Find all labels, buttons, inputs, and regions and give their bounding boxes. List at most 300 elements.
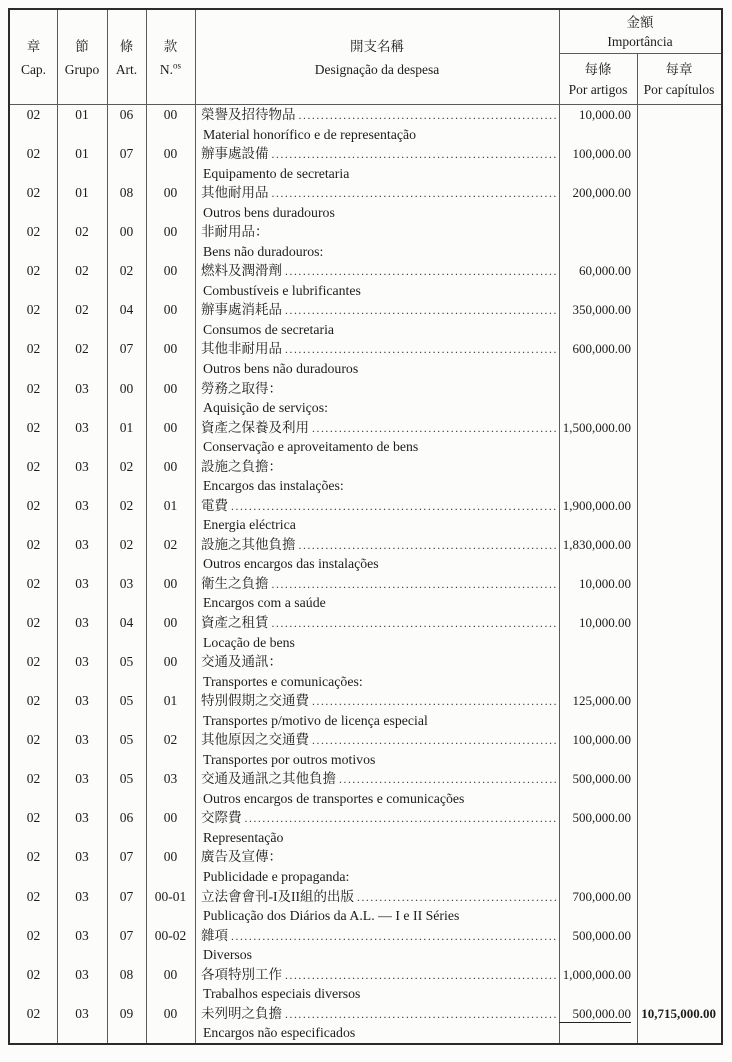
header-group-zh: 節 xyxy=(75,38,89,54)
chapter-cell xyxy=(10,613,57,652)
number-value: 00 xyxy=(163,575,178,591)
amount-per-article-value: 700,000.00 xyxy=(572,888,631,904)
article-cell xyxy=(107,730,146,769)
dot-leader xyxy=(231,496,556,518)
amount-per-article-cell xyxy=(559,222,637,261)
group-value: 02 xyxy=(75,302,89,318)
table-row xyxy=(10,847,721,886)
number-cell xyxy=(146,769,195,808)
group-value: 02 xyxy=(75,341,89,357)
amount-per-article-cell xyxy=(559,144,637,183)
group-value: 01 xyxy=(75,185,89,201)
table-row xyxy=(10,144,721,183)
table-row xyxy=(10,808,721,847)
designation-zh-line xyxy=(201,496,556,516)
amount-per-chapter-cell xyxy=(637,339,721,378)
group-value: 03 xyxy=(75,888,89,904)
article-cell xyxy=(107,183,146,222)
group-value: 03 xyxy=(75,654,89,670)
designation-cell xyxy=(195,183,559,222)
group-value: 03 xyxy=(75,458,89,474)
group-cell xyxy=(57,808,107,847)
number-cell xyxy=(146,730,195,769)
chapter-cell xyxy=(10,418,57,457)
chapter-value: 02 xyxy=(26,107,41,122)
designation-pt: Energia eléctrica xyxy=(203,517,296,533)
table-row xyxy=(10,965,721,1004)
amount-per-chapter-cell xyxy=(637,183,721,222)
group-value: 01 xyxy=(75,107,89,122)
amount-per-article-value: 1,500,000.00 xyxy=(562,419,631,435)
header-per-chapter-zh: 每章 xyxy=(665,61,693,77)
article-cell xyxy=(107,847,146,886)
dot-leader xyxy=(299,105,557,127)
table-row xyxy=(10,613,721,652)
amount-per-article-value: 500,000.00 xyxy=(559,1004,631,1024)
designation-zh-line xyxy=(201,144,556,164)
number-value: 00 xyxy=(163,224,178,240)
header-group-pt: Grupo xyxy=(64,61,100,77)
chapter-value: 02 xyxy=(26,654,41,670)
number-cell xyxy=(146,222,195,261)
number-value: 00-02 xyxy=(154,927,187,943)
header-per-article xyxy=(559,54,637,105)
article-value: 07 xyxy=(119,888,134,904)
chapter-value: 02 xyxy=(26,927,41,943)
amount-per-article-value: 100,000.00 xyxy=(572,146,631,162)
chapter-cell xyxy=(10,965,57,1004)
dot-leader xyxy=(285,965,556,987)
designation-zh-line xyxy=(201,339,556,359)
amount-per-chapter-cell xyxy=(637,926,721,965)
group-cell xyxy=(57,847,107,886)
number-value: 00 xyxy=(163,146,178,162)
dot-leader xyxy=(231,926,556,948)
number-cell xyxy=(146,496,195,535)
table-body xyxy=(10,105,721,1043)
designation-zh: 衛生之負擔 xyxy=(201,575,269,591)
dot-leader xyxy=(285,339,556,361)
group-cell xyxy=(57,144,107,183)
amount-per-chapter-cell xyxy=(637,808,721,847)
designation-zh-line xyxy=(201,183,556,203)
group-value: 03 xyxy=(75,810,89,826)
header-chapter-zh: 章 xyxy=(26,38,41,54)
amount-per-chapter-cell xyxy=(637,965,721,1004)
amount-per-article-cell xyxy=(559,496,637,535)
chapter-cell xyxy=(10,496,57,535)
amount-per-chapter-cell xyxy=(637,418,721,457)
designation-cell xyxy=(195,418,559,457)
header-per-chapter xyxy=(637,54,721,105)
chapter-cell xyxy=(10,808,57,847)
group-cell xyxy=(57,183,107,222)
designation-cell xyxy=(195,535,559,574)
designation-cell xyxy=(195,887,559,926)
designation-zh: 辦事處消耗品 xyxy=(201,302,282,318)
group-value: 01 xyxy=(75,146,89,162)
number-cell xyxy=(146,418,195,457)
designation-zh-line xyxy=(201,574,556,594)
designation-zh-line xyxy=(201,457,556,477)
group-cell xyxy=(57,300,107,339)
designation-zh: 各項特別工作 xyxy=(201,966,282,982)
article-value: 01 xyxy=(119,419,134,435)
designation-zh-line xyxy=(201,418,556,438)
dot-leader xyxy=(312,418,556,440)
article-cell xyxy=(107,222,146,261)
article-cell xyxy=(107,457,146,496)
article-cell xyxy=(107,105,146,144)
designation-cell xyxy=(195,261,559,300)
designation-cell xyxy=(195,105,559,144)
designation-zh: 未列明之負擔 xyxy=(201,1005,282,1021)
chapter-value: 02 xyxy=(26,536,41,552)
dot-leader xyxy=(357,887,556,909)
article-cell xyxy=(107,496,146,535)
chapter-cell xyxy=(10,887,57,926)
group-value: 03 xyxy=(75,732,89,748)
chapter-cell xyxy=(10,457,57,496)
designation-zh-line xyxy=(201,300,556,320)
number-value: 00 xyxy=(163,263,178,279)
designation-zh: 設施之負擔： xyxy=(201,458,282,474)
header-article-zh: 條 xyxy=(119,38,134,54)
table-row xyxy=(10,574,721,613)
group-cell xyxy=(57,339,107,378)
designation-pt: Publicidade e propaganda: xyxy=(203,868,350,884)
number-value: 00-01 xyxy=(154,888,187,904)
article-value: 04 xyxy=(119,302,134,318)
number-cell xyxy=(146,339,195,378)
number-value: 00 xyxy=(163,654,178,670)
chapter-cell xyxy=(10,652,57,691)
amount-per-article-value: 10,000.00 xyxy=(579,107,631,122)
amount-per-article-cell xyxy=(559,300,637,339)
header-article xyxy=(107,10,146,105)
group-cell xyxy=(57,613,107,652)
amount-per-chapter-cell xyxy=(637,261,721,300)
amount-per-article-cell xyxy=(559,691,637,730)
article-cell xyxy=(107,574,146,613)
amount-per-article-cell xyxy=(559,613,637,652)
number-value: 01 xyxy=(163,497,178,513)
article-value: 03 xyxy=(119,575,134,591)
chapter-value: 02 xyxy=(26,615,41,631)
amount-per-chapter-cell xyxy=(637,300,721,339)
designation-zh-line xyxy=(201,926,556,946)
designation-zh: 榮譽及招待物品 xyxy=(201,107,296,122)
number-cell xyxy=(146,652,195,691)
header-article-pt: Art. xyxy=(115,61,138,77)
group-cell xyxy=(57,965,107,1004)
amount-per-chapter-cell xyxy=(637,613,721,652)
chapter-cell xyxy=(10,339,57,378)
article-value: 08 xyxy=(119,966,134,982)
amount-per-article-value: 500,000.00 xyxy=(572,810,631,826)
group-value: 03 xyxy=(75,575,89,591)
designation-zh: 非耐用品： xyxy=(201,224,269,240)
table-header xyxy=(10,10,721,105)
number-value: 00 xyxy=(163,1005,178,1021)
table-row xyxy=(10,105,721,144)
number-value: 00 xyxy=(163,419,178,435)
designation-cell xyxy=(195,730,559,769)
amount-per-article-cell xyxy=(559,574,637,613)
amount-per-article-value: 1,900,000.00 xyxy=(562,497,631,513)
table-row xyxy=(10,457,721,496)
chapter-cell xyxy=(10,144,57,183)
chapter-value: 02 xyxy=(26,302,41,318)
group-value: 03 xyxy=(75,966,89,982)
group-cell xyxy=(57,535,107,574)
chapter-value: 02 xyxy=(26,1005,41,1021)
chapter-cell xyxy=(10,730,57,769)
group-cell xyxy=(57,222,107,261)
designation-zh-line xyxy=(201,535,556,555)
article-cell xyxy=(107,613,146,652)
number-cell xyxy=(146,1004,195,1043)
group-cell xyxy=(57,457,107,496)
group-value: 03 xyxy=(75,536,89,552)
article-value: 07 xyxy=(119,146,134,162)
table-row xyxy=(10,926,721,965)
table-row xyxy=(10,652,721,691)
designation-pt: Outros bens duradouros xyxy=(203,204,335,220)
amount-per-article-cell xyxy=(559,652,637,691)
chapter-value: 02 xyxy=(26,224,41,240)
amount-per-article-value: 200,000.00 xyxy=(572,185,631,201)
group-cell xyxy=(57,652,107,691)
chapter-cell xyxy=(10,379,57,418)
designation-zh: 廣告及宣傳： xyxy=(201,849,282,865)
amount-per-article-value: 125,000.00 xyxy=(572,693,631,709)
number-cell xyxy=(146,926,195,965)
designation-pt: Consumos de secretaria xyxy=(203,321,335,337)
amount-per-chapter-cell xyxy=(637,222,721,261)
designation-pt: Combustíveis e lubrificantes xyxy=(203,282,361,298)
article-cell xyxy=(107,808,146,847)
article-cell xyxy=(107,379,146,418)
amount-per-article-value xyxy=(559,222,631,242)
designation-zh-line xyxy=(201,887,556,907)
designation-zh: 特別假期之交通費 xyxy=(201,693,309,709)
amount-per-article-cell xyxy=(559,1004,637,1043)
amount-per-article-cell xyxy=(559,926,637,965)
amount-per-chapter-cell xyxy=(637,1004,721,1043)
article-cell xyxy=(107,144,146,183)
number-value: 00 xyxy=(163,380,178,396)
chapter-value: 02 xyxy=(26,263,41,279)
chapter-cell xyxy=(10,261,57,300)
number-value: 00 xyxy=(163,185,178,201)
number-cell xyxy=(146,379,195,418)
designation-pt: Conservação e aproveitamento de bens xyxy=(203,439,419,455)
designation-zh: 其他非耐用品 xyxy=(201,341,282,357)
number-cell xyxy=(146,887,195,926)
table-row xyxy=(10,887,721,926)
article-cell xyxy=(107,926,146,965)
designation-cell xyxy=(195,808,559,847)
article-value: 02 xyxy=(119,497,134,513)
amount-per-article-cell xyxy=(559,847,637,886)
amount-per-chapter-cell xyxy=(637,652,721,691)
dot-leader xyxy=(312,730,556,752)
amount-per-chapter-cell xyxy=(637,105,721,144)
designation-zh-line xyxy=(201,965,556,985)
table-row xyxy=(10,418,721,457)
amount-per-chapter-cell xyxy=(637,691,721,730)
designation-zh-line xyxy=(201,652,556,672)
article-cell xyxy=(107,769,146,808)
designation-zh-line xyxy=(201,847,556,867)
table-row xyxy=(10,730,721,769)
chapter-value: 02 xyxy=(26,771,41,787)
amount-per-chapter-value: 10,715,000.00 xyxy=(641,1005,716,1021)
group-cell xyxy=(57,261,107,300)
amount-per-chapter-cell xyxy=(637,730,721,769)
article-value: 00 xyxy=(119,224,134,240)
number-cell xyxy=(146,105,195,144)
article-value: 05 xyxy=(119,654,134,670)
chapter-value: 02 xyxy=(26,575,41,591)
amount-per-article-cell xyxy=(559,183,637,222)
table-row xyxy=(10,300,721,339)
dot-leader xyxy=(272,613,557,635)
designation-zh: 交通及通訊： xyxy=(201,654,282,670)
header-chapter-pt: Cap. xyxy=(20,61,47,77)
designation-zh: 雜項 xyxy=(201,927,228,943)
amount-per-chapter-cell xyxy=(637,535,721,574)
header-amount xyxy=(559,10,721,54)
amount-per-chapter-cell xyxy=(637,144,721,183)
amount-per-chapter-cell xyxy=(637,847,721,886)
table-row xyxy=(10,496,721,535)
chapter-value: 02 xyxy=(26,380,41,396)
group-cell xyxy=(57,496,107,535)
amount-per-article-value: 10,000.00 xyxy=(579,575,631,591)
chapter-cell xyxy=(10,926,57,965)
group-value: 02 xyxy=(75,263,89,279)
dot-leader xyxy=(272,574,557,596)
dot-leader xyxy=(339,769,556,791)
chapter-value: 02 xyxy=(26,185,41,201)
designation-cell xyxy=(195,1004,559,1043)
designation-cell xyxy=(195,339,559,378)
designation-zh-line xyxy=(201,222,556,242)
table-row xyxy=(10,769,721,808)
number-cell xyxy=(146,808,195,847)
amount-per-article-cell xyxy=(559,535,637,574)
dot-leader xyxy=(285,1004,556,1026)
designation-pt: Encargos com a saúde xyxy=(203,595,326,611)
amount-per-article-value: 1,830,000.00 xyxy=(562,536,631,552)
amount-per-article-cell xyxy=(559,379,637,418)
designation-pt: Outros encargos das instalações xyxy=(203,556,379,572)
designation-zh-line xyxy=(201,261,556,281)
article-value: 06 xyxy=(119,107,134,122)
amount-per-article-value: 10,000.00 xyxy=(579,615,631,631)
amount-per-article-cell xyxy=(559,808,637,847)
amount-per-article-value: 350,000.00 xyxy=(572,302,631,318)
number-value: 00 xyxy=(163,849,178,865)
header-amount-pt: Importância xyxy=(607,33,673,49)
header-designation-zh: 開支名稱 xyxy=(350,38,404,54)
chapter-value: 02 xyxy=(26,693,41,709)
header-chapter xyxy=(10,10,57,105)
designation-cell xyxy=(195,496,559,535)
designation-zh: 交通及通訊之其他負擔 xyxy=(201,771,336,787)
group-cell xyxy=(57,1004,107,1043)
designation-cell xyxy=(195,574,559,613)
amount-per-article-value xyxy=(559,457,631,477)
designation-cell xyxy=(195,300,559,339)
amount-per-article-cell xyxy=(559,457,637,496)
amount-per-article-cell xyxy=(559,887,637,926)
article-value: 07 xyxy=(119,849,134,865)
chapter-cell xyxy=(10,691,57,730)
designation-pt: Transportes p/motivo de licença especial xyxy=(203,712,428,728)
article-value: 05 xyxy=(119,732,134,748)
designation-cell xyxy=(195,379,559,418)
designation-pt: Publicação dos Diários da A.L. — I e II Séries xyxy=(203,908,460,924)
group-cell xyxy=(57,926,107,965)
number-value: 00 xyxy=(163,302,178,318)
designation-pt: Encargos das instalações: xyxy=(203,478,344,494)
designation-zh: 設施之其他負擔 xyxy=(201,536,296,552)
group-cell xyxy=(57,887,107,926)
chapter-value: 02 xyxy=(26,341,41,357)
budget-table xyxy=(8,8,723,1045)
designation-cell xyxy=(195,965,559,1004)
amount-per-article-cell xyxy=(559,339,637,378)
designation-pt: Material honorífico e de representação xyxy=(203,126,416,142)
group-cell xyxy=(57,691,107,730)
amount-per-article-value: 500,000.00 xyxy=(572,927,631,943)
header-number-zh: 款 xyxy=(163,38,178,54)
article-cell xyxy=(107,1004,146,1043)
number-cell xyxy=(146,261,195,300)
group-value: 03 xyxy=(75,849,89,865)
number-value: 00 xyxy=(163,966,178,982)
group-value: 03 xyxy=(75,927,89,943)
header-per-chapter-pt: Por capítulos xyxy=(643,81,715,97)
amount-per-article-cell xyxy=(559,105,637,144)
designation-cell xyxy=(195,847,559,886)
amount-per-article-value: 60,000.00 xyxy=(579,263,631,279)
designation-zh: 其他原因之交通費 xyxy=(201,732,309,748)
group-cell xyxy=(57,105,107,144)
article-value: 00 xyxy=(119,380,134,396)
group-value: 03 xyxy=(75,419,89,435)
group-value: 03 xyxy=(75,771,89,787)
chapter-cell xyxy=(10,1004,57,1043)
article-cell xyxy=(107,535,146,574)
designation-cell xyxy=(195,691,559,730)
dot-leader xyxy=(285,300,556,322)
article-cell xyxy=(107,652,146,691)
dot-leader xyxy=(245,808,557,830)
article-value: 02 xyxy=(119,458,134,474)
article-cell xyxy=(107,339,146,378)
table-row xyxy=(10,691,721,730)
group-value: 03 xyxy=(75,380,89,396)
designation-pt: Aquisição de serviços: xyxy=(203,400,328,416)
article-cell xyxy=(107,965,146,1004)
amount-per-chapter-cell xyxy=(637,887,721,926)
designation-pt: Locação de bens xyxy=(203,634,295,650)
designation-pt: Representação xyxy=(203,829,284,845)
